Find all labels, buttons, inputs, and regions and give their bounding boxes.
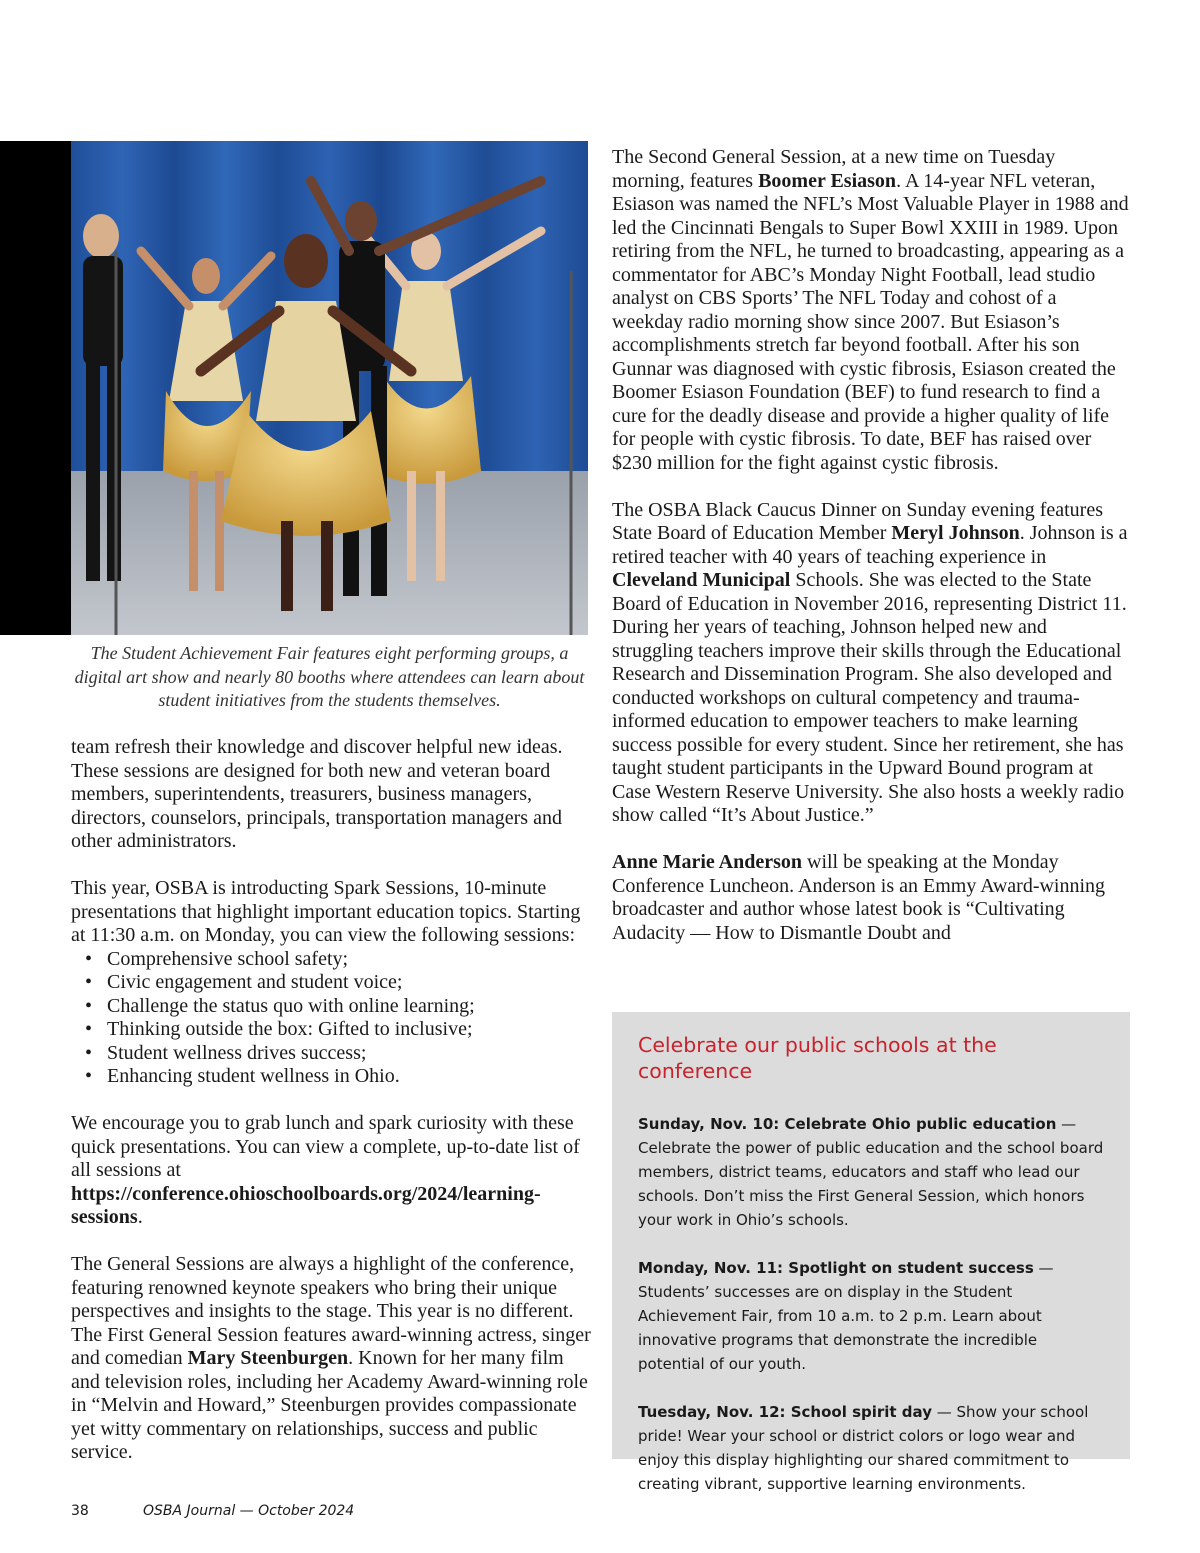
sidebar-item-text: — Students’ successes are on display in the Student Achievement Fair, from 10 a.m. to 2 p.m. Learn about innovative programs that demonstrate the incredible potential of our youth. xyxy=(638,1259,1054,1373)
text: . Known for her many film and television roles, including her Academy Award-winning role in “Melvin and Howard,” Steenburgen provides compassionate yet witty commentary on relationships, success and public service. xyxy=(71,1347,588,1463)
paragraph xyxy=(71,1253,591,1465)
paragraph: team refresh their knowledge and discover helpful new ideas. These sessions are designed for both new and veteran board members, superintendents, treasurers, business managers, directors, counselors, principals, transportation managers and other administrators. xyxy=(71,736,563,852)
text: We encourage you to grab lunch and spark curiosity with these quick presentations. You can view a complete, up-to-date list of all sessions at xyxy=(71,1112,580,1181)
text: . A 14-year NFL veteran, Esiason was named the NFL’s Most Valuable Player in 1988 and led the Cincinnati Bengals to Super Bowl XXIII in 1989. Upon retiring from the NFL, he turned to broadcasting, appearing as a commentator for ABC’s Monday Night Football, lead studio analyst on CBS Sports’ The NFL Today and cohost of a weekday radio morning show since 2007. But Esiason’s accomplishments stretch far beyond football. After his son Gunnar was diagnosed with cystic fibrosis, Esiason created the Boomer Esiason Foundation (BEF) to fund research to find a cure for the deadly disease and provide a higher quality of life for people with cystic fibrosis. To date, BEF has raised over $230 million for the fight against cystic fibrosis. xyxy=(612,169,1129,474)
sidebar-item-text: — Celebrate the power of public education and the school board members, district teams, educators and staff who lead our schools. Don’t miss the First General Session, which honors your work in Ohio’s schools. xyxy=(638,1115,1104,1229)
paragraph: This year, OSBA is introducting Spark Sessions, 10-minute presentations that highlight important education topics. Starting at 11:30 a.m. on Monday, you can view the following sessions: xyxy=(71,877,581,946)
journal-name: OSBA Journal — October 2024 xyxy=(143,1503,355,1519)
page-number: 38 xyxy=(71,1503,89,1519)
speaker-name: Boomer Esiason xyxy=(758,169,897,192)
sidebar-item xyxy=(638,1400,1104,1496)
paragraph xyxy=(612,146,1132,475)
photo-side-bar xyxy=(0,141,71,635)
spark-sessions-list xyxy=(71,948,591,1089)
text: . xyxy=(137,1206,143,1228)
performers-photo xyxy=(71,141,588,635)
paragraph xyxy=(612,499,1132,828)
list-item: • Thinking outside the box: Gifted to inclusive; xyxy=(85,1018,591,1042)
performers-photo-icon xyxy=(71,141,588,635)
sidebar-item xyxy=(638,1112,1104,1232)
celebrate-sidebar xyxy=(612,1012,1130,1493)
sidebar-item xyxy=(638,1256,1104,1376)
list-item: • Challenge the status quo with online learning; xyxy=(85,995,591,1019)
left-column xyxy=(71,736,591,1488)
sessions-link[interactable]: https://conference.ohioschoolboards.org/2024/learning-sessions xyxy=(71,1182,541,1228)
list-item: • Civic engagement and student voice; xyxy=(85,971,591,995)
sidebar-title: Celebrate our public schools at the conference xyxy=(638,1033,997,1083)
text: Schools. She was elected to the State Board of Education in November 2016, representing District 11. During her years of teaching, Johnson helped new and struggling teachers improve their skills through the Educational Research and Dissemination Program. She also developed and conducted workshops on cultural competency and trauma-informed education to empower teachers to make learning success possible for every student. Since her retirement, she has taught student participants in the Upward Bound program at Case Western Reserve University. She also hosts a weekly radio show called “It’s About Justice.” xyxy=(612,569,1127,826)
text: The General Sessions are always a highlight of the conference, featuring renowned keynote speakers who bring their unique perspectives and insights to the stage. This year is no different. The First General Session features award-winning actress, singer and comedian xyxy=(71,1253,591,1369)
text: . Johnson is a retired teacher with 40 years of teaching experience in xyxy=(612,522,1128,568)
text: will be speaking at the Monday Conference Luncheon. Anderson is an Emmy Award-winning broadcaster and author whose latest book is “Cultivating Audacity — How to Dismantle Doubt and xyxy=(612,851,1106,944)
district-name: Cleveland Municipal xyxy=(612,569,791,591)
speaker-name: Meryl Johnson xyxy=(891,522,1020,544)
paragraph xyxy=(71,1112,591,1230)
list-item: • Enhancing student wellness in Ohio. xyxy=(85,1065,591,1089)
speaker-name: Anne Marie Anderson xyxy=(612,851,802,873)
sidebar-item-text: — Show your school pride! Wear your school or district colors or logo wear and enjoy this display highlighting our shared commitment to creating vibrant, supportive learning environments. xyxy=(638,1403,1089,1493)
text: The Second General Session, at a new time on Tuesday morning, features xyxy=(612,146,1056,192)
sidebar-item-heading: Sunday, Nov. 10: Celebrate Ohio public education xyxy=(638,1115,1057,1133)
sidebar-item-heading: Tuesday, Nov. 12: School spirit day xyxy=(638,1403,932,1421)
text: The OSBA Black Caucus Dinner on Sunday evening features State Board of Education Member xyxy=(612,498,1104,544)
paragraph xyxy=(612,851,1132,945)
speaker-name: Mary Steenburgen xyxy=(187,1347,349,1369)
list-item: • Comprehensive school safety; xyxy=(85,948,591,972)
photo-caption: The Student Achievement Fair features eight performing groups, a digital art show and nearly 80 booths where attendees can learn about student initiatives from the students themselves. xyxy=(74,643,585,710)
page-footer xyxy=(71,1503,354,1519)
right-column xyxy=(612,146,1132,969)
sidebar-item-heading: Monday, Nov. 11: Spotlight on student success xyxy=(638,1259,1034,1277)
list-item: • Student wellness drives success; xyxy=(85,1042,591,1066)
